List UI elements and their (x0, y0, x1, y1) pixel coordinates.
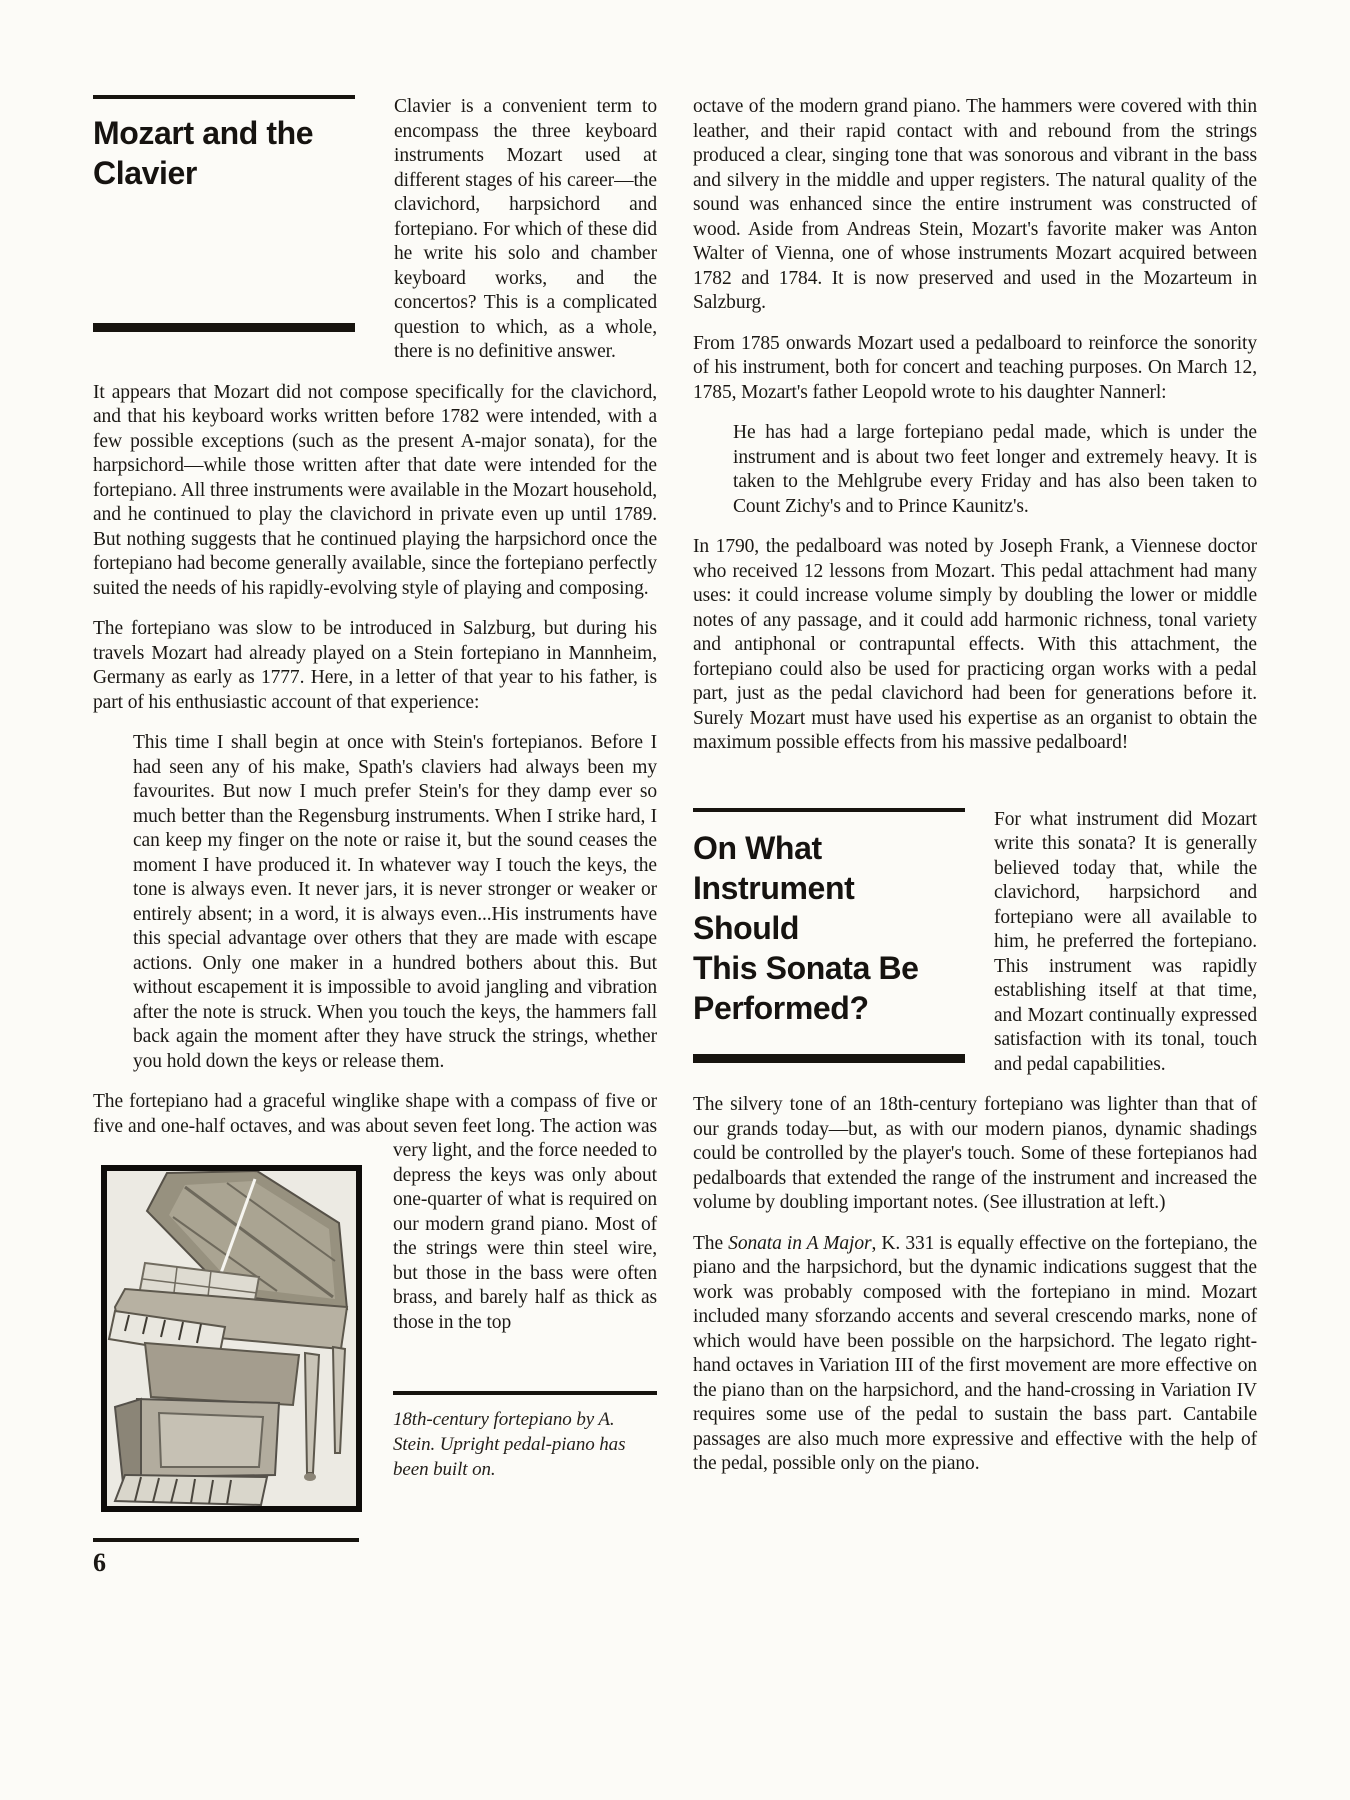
heading-top-rule (693, 808, 965, 812)
fortepiano-photo (101, 1165, 362, 1512)
sonata-text-rest: , K. 331 is equally effective on the fortepiano, the piano and the harpsichord, but the dynamic indications suggest that the work was probably composed with the fortepiano in mind. Mozart included many sforzando accents and several crescendo marks, none of which would have been possible on the harpsichord. The legato right-hand octaves in Variation III of the first movement are more effective on the piano than on the harpsichord, and the hand-crossing in Variation IV requires some use of the pedal to sustain the bass part. Cantabile passages are also much more expressive and effective with the help of the pedal, possible only on the piano. (693, 1232, 1258, 1474)
paragraph-fortepiano-shape (93, 1090, 657, 1335)
heading-line: Instrument Should (693, 869, 855, 946)
sonata-title-italic: Sonata in A Major (728, 1232, 872, 1254)
blockquote-stein-letter: This time I shall begin at once with Stein's fortepianos. Before I had seen any of his make, Spath's claviers had always been my favourites. But now I much prefer Stein's for they damp ever so much better than the Regensburg instruments. When I strike hard, I can keep my finger on the note or raise it, but the sound ceases the moment I have produced it. In whatever way I touch the keys, the tone is always even. It never jars, it is never stronger or weaker or entirely absent; in a word, it is always even...His instruments have this special advantage over others that they are made with escape actions. Only one maker in a hundred bothers about this. But without escapement it is impossible to avoid jangling and vibration after the note is struck. When you touch the keys, the hammers fall back again the moment after they have struck the strings, whether you hold down the keys or release them. (133, 732, 657, 1072)
heading-line: Clavier (93, 155, 197, 191)
blockquote-leopold-letter: He has had a large fortepiano pedal made, which is under the instrument and is about two feet longer and extremely heavy. It is taken to the Mehlgrube every Friday and has also been taken to Count Zichy's and to Prince Kaunitz's. (733, 422, 1257, 517)
heading-line: On What (693, 829, 822, 866)
right-column (693, 95, 1257, 1493)
paragraph-intro: Clavier is a convenient term to encompass the three keyboard instruments Mozart used at different stages of his career—the clavichord, harpsichord and fortepiano. For which of these did he write his solo and chamber keyboard works, and the concertos? This is a complicated question to which, as a whole, there is no definitive answer. (394, 96, 657, 362)
section-heading-mozart-clavier (93, 113, 355, 193)
paragraph-fortepiano-part2: long. The action was very light, and the force needed to depress the keys was only about one-quarter of what is required on our modern grand piano. Most of the strings were thin steel wire, but those in the bass were often brass, and barely half as thick as those in the top (393, 1115, 657, 1333)
sonata-text-lead: The (693, 1232, 729, 1254)
section-heading-instrument (693, 828, 965, 1028)
paragraph-hammers: octave of the modern grand piano. The hammers were covered with thin leather, and their rapid contact with and rebound from the strings produced a clear, singing tone that was sonorous and vibrant in the bass and silvery in the middle and upper registers. The natural quality of the sound was enhanced since the entire instrument was constructed of wood. Aside from Andreas Stein, Mozart's favorite maker was Anton Walter of Vienna, one of whose instruments Mozart acquired between 1782 and 1784. It is now preserved and used in the Mozarteum in Salzburg. (693, 96, 1257, 313)
paragraph-pedalboard: From 1785 onwards Mozart used a pedalboard to reinforce the sonority of his instrument, both for concert and teaching purposes. On March 12, 1785, Mozart's father Leopold wrote to his daughter Nannerl: (693, 332, 1257, 403)
paragraph-which-instrument: For what instrument did Mozart write this sonata? It is generally believed today that, while the clavichord, harpsichord and fortepiano were all available to him, he preferred the fortepiano. This instrument was rapidly establishing itself at that time, and Mozart continually expressed satisfaction with its tonal, touch and pedal capabilities. (994, 808, 1257, 1075)
caption-rule (393, 1391, 657, 1395)
heading-bottom-rule (693, 1054, 965, 1063)
left-column (93, 95, 657, 1577)
heading-bottom-rule (93, 323, 355, 332)
paragraph-joseph-frank: In 1790, the pedalboard was noted by Joseph Frank, a Viennese doctor who received 12 lessons from Mozart. This pedal attachment had many uses: it could increase volume simply by doubling the lower or middle notes of any passage, and it could add harmonic richness, tonal variety and antiphonal or contrapuntal effects. With this attachment, the fortepiano could also be used for practicing organ works with a pedal part, just as the pedal clavichord had been for generations before it. Surely Mozart must have used his expertise as an organist to obtain the maximum possible effects from his massive pedalboard! (693, 536, 1257, 753)
paragraph-salzburg: The fortepiano was slow to be introduced in Salzburg, but during his travels Mozart had already played on a Stein fortepiano in Mannheim, Germany as early as 1777. Here, in a letter of that year to his father, is part of his enthusiastic account of that experience: (93, 618, 657, 713)
section-heading-box-instrument (693, 808, 965, 1063)
page-footer (93, 1538, 657, 1577)
footer-rule (93, 1538, 359, 1542)
heading-line: Mozart and the (93, 115, 314, 151)
page-number: 6 (93, 1548, 106, 1577)
heading-line: Performed? (693, 989, 869, 1026)
figure-caption-block (393, 1391, 657, 1482)
heading-top-rule (93, 95, 355, 99)
paragraph-sonata-k331 (693, 1232, 1257, 1477)
paragraph-clavichord: It appears that Mozart did not compose specifically for the clavichord, and that his keyboard works written before 1782 were intended, with a few possible exceptions (such as the present A-major sonata), for the harpsichord—while those written after that date were intended for the fortepiano. All three instruments were available in the Mozart household, and he continued to play the clavichord in private even up until 1789. But nothing suggests that he continued playing the harpsichord once the fortepiano had become generally available, since the fortepiano perfectly suited the needs of his rapidly-evolving style of playing and composing. (93, 381, 657, 599)
fortepiano-illustration (107, 1171, 356, 1506)
section-heading-box-mozart-clavier (93, 95, 355, 332)
paragraph-silvery-tone: The silvery tone of an 18th-century fortepiano was lighter than that of our grands today—but, as with our modern pianos, dynamic shadings could be controlled by the player's touch. Some of these fortepianos had pedalboards that extended the range of the instrument and increased the volume by doubling important notes. (See illustration at left.) (693, 1094, 1257, 1213)
heading-line: This Sonata Be (693, 949, 919, 986)
section-on-what-instrument (693, 808, 1257, 1078)
paragraph-fortepiano-part1: The fortepiano had a graceful winglike shape with a compass of five or five and one-half octaves, and was about seven feet (93, 1091, 657, 1137)
figure-caption: 18th-century fortepiano by A. Stein. Upright pedal-piano has been built on. (393, 1409, 626, 1480)
